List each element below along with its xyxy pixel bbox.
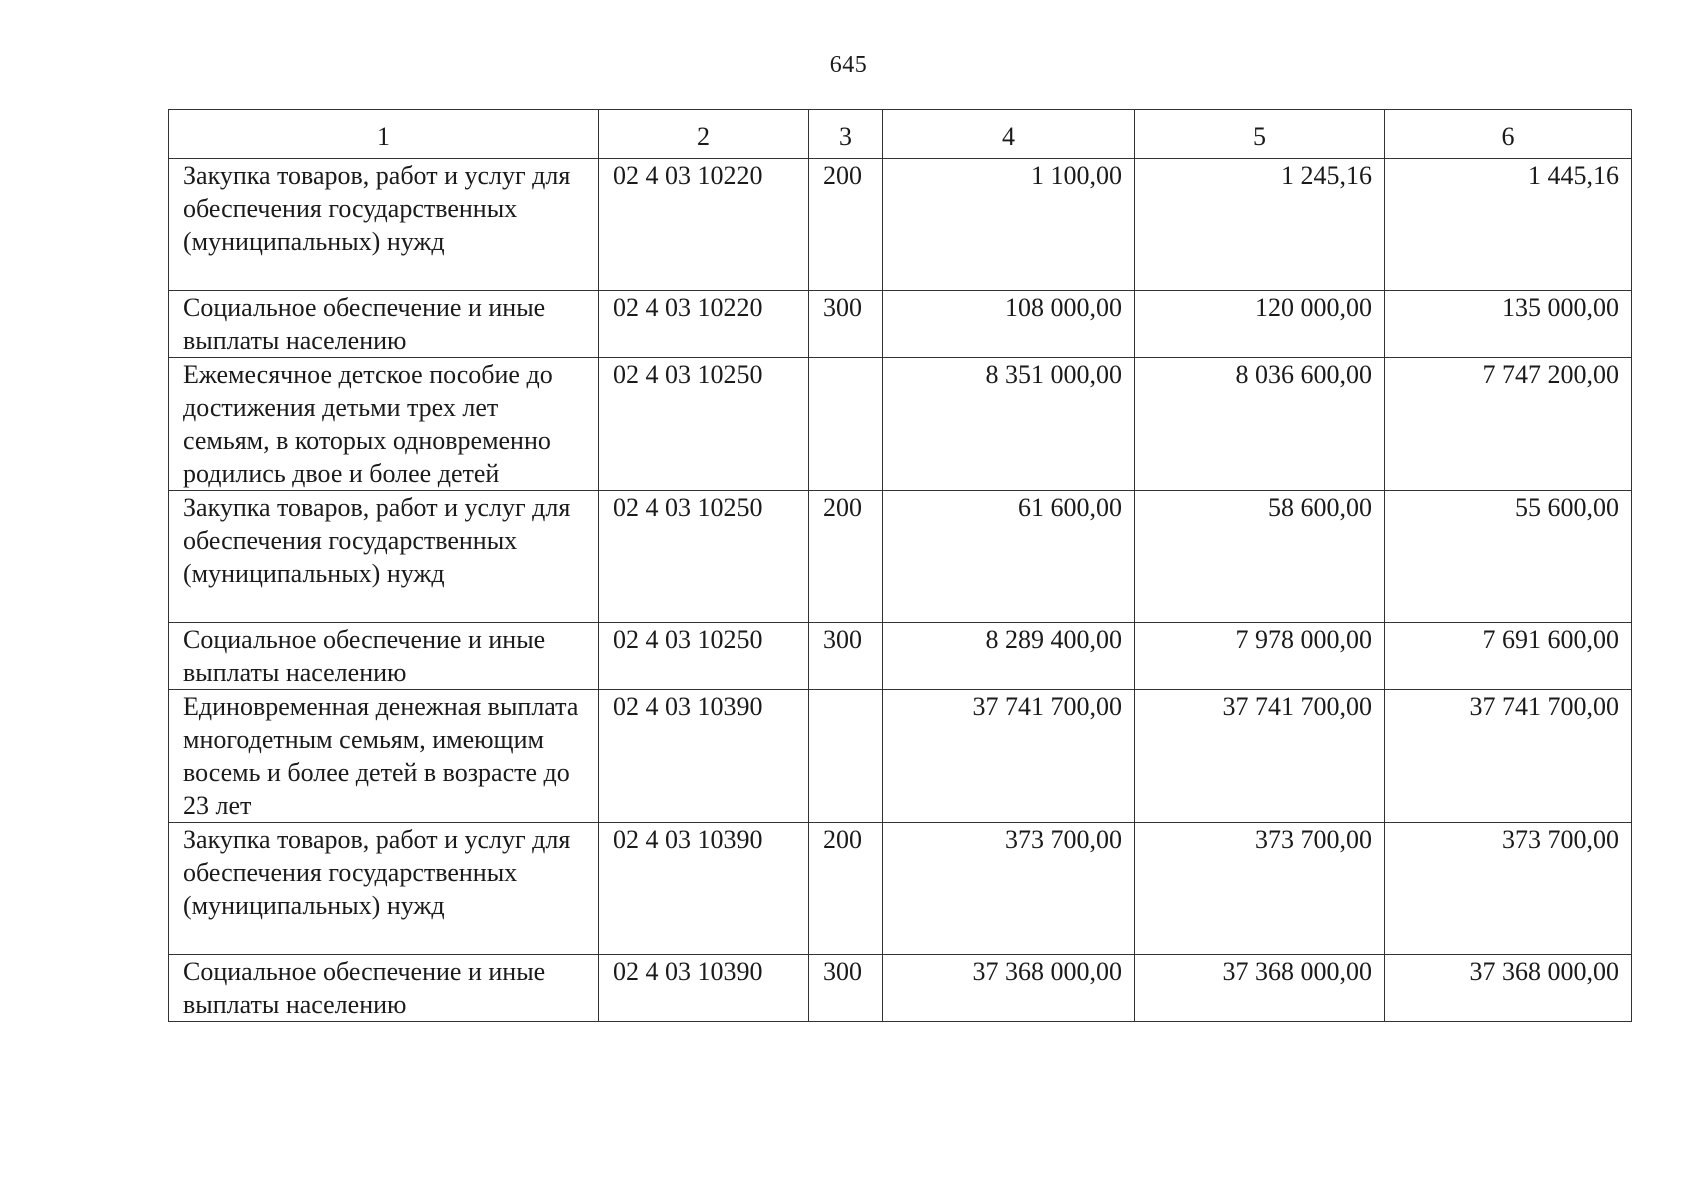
column-header: 1 xyxy=(169,110,599,159)
target-code-cell: 02 4 03 10250 xyxy=(599,491,809,623)
expense-type-cell: 300 xyxy=(809,291,883,358)
expense-name-cell: Закупка товаров, работ и услуг для обеспечения государственных (муниципальных) нужд xyxy=(169,491,599,623)
table-row xyxy=(169,623,1632,690)
expense-name-cell: Социальное обеспечение и иные выплаты населению xyxy=(169,623,599,690)
amount-col5-cell: 58 600,00 xyxy=(1135,491,1385,623)
expense-name-cell: Ежемесячное детское пособие до достижения детьми трех лет семьям, в которых одновременно родились двое и более детей xyxy=(169,358,599,491)
column-header: 4 xyxy=(883,110,1135,159)
table-row xyxy=(169,159,1632,291)
expense-type-cell xyxy=(809,690,883,823)
expense-type-cell: 200 xyxy=(809,159,883,291)
amount-col4-cell: 1 100,00 xyxy=(883,159,1135,291)
expense-name-cell: Закупка товаров, работ и услуг для обеспечения государственных (муниципальных) нужд xyxy=(169,159,599,291)
table-row xyxy=(169,955,1632,1022)
column-header: 2 xyxy=(599,110,809,159)
budget-table xyxy=(168,109,1632,1022)
column-header: 3 xyxy=(809,110,883,159)
target-code-cell: 02 4 03 10390 xyxy=(599,955,809,1022)
table-row xyxy=(169,823,1632,955)
amount-col4-cell: 108 000,00 xyxy=(883,291,1135,358)
expense-name-cell: Социальное обеспечение и иные выплаты населению xyxy=(169,955,599,1022)
amount-col5-cell: 1 245,16 xyxy=(1135,159,1385,291)
expense-type-cell xyxy=(809,358,883,491)
amount-col6-cell: 1 445,16 xyxy=(1385,159,1632,291)
page-number: 645 xyxy=(829,52,868,78)
table-row xyxy=(169,690,1632,823)
amount-col6-cell: 373 700,00 xyxy=(1385,823,1632,955)
amount-col6-cell: 7 747 200,00 xyxy=(1385,358,1632,491)
amount-col6-cell: 37 368 000,00 xyxy=(1385,955,1632,1022)
target-code-cell: 02 4 03 10220 xyxy=(599,159,809,291)
amount-col5-cell: 120 000,00 xyxy=(1135,291,1385,358)
amount-col4-cell: 61 600,00 xyxy=(883,491,1135,623)
amount-col6-cell: 7 691 600,00 xyxy=(1385,623,1632,690)
target-code-cell: 02 4 03 10390 xyxy=(599,690,809,823)
column-header: 5 xyxy=(1135,110,1385,159)
target-code-cell: 02 4 03 10220 xyxy=(599,291,809,358)
amount-col6-cell: 55 600,00 xyxy=(1385,491,1632,623)
amount-col5-cell: 37 368 000,00 xyxy=(1135,955,1385,1022)
expense-type-cell: 300 xyxy=(809,623,883,690)
table-row xyxy=(169,491,1632,623)
target-code-cell: 02 4 03 10250 xyxy=(599,623,809,690)
amount-col4-cell: 373 700,00 xyxy=(883,823,1135,955)
amount-col6-cell: 37 741 700,00 xyxy=(1385,690,1632,823)
table-row xyxy=(169,358,1632,491)
amount-col5-cell: 37 741 700,00 xyxy=(1135,690,1385,823)
column-header: 6 xyxy=(1385,110,1632,159)
amount-col6-cell: 135 000,00 xyxy=(1385,291,1632,358)
amount-col5-cell: 7 978 000,00 xyxy=(1135,623,1385,690)
amount-col4-cell: 8 351 000,00 xyxy=(883,358,1135,491)
expense-type-cell: 200 xyxy=(809,823,883,955)
amount-col4-cell: 37 368 000,00 xyxy=(883,955,1135,1022)
expense-type-cell: 200 xyxy=(809,491,883,623)
expense-name-cell: Единовременная денежная выплата многодетным семьям, имеющим восемь и более детей в возрасте до 23 лет xyxy=(169,690,599,823)
target-code-cell: 02 4 03 10250 xyxy=(599,358,809,491)
target-code-cell: 02 4 03 10390 xyxy=(599,823,809,955)
amount-col4-cell: 8 289 400,00 xyxy=(883,623,1135,690)
expense-type-cell: 300 xyxy=(809,955,883,1022)
table-row xyxy=(169,291,1632,358)
amount-col5-cell: 8 036 600,00 xyxy=(1135,358,1385,491)
expense-name-cell: Закупка товаров, работ и услуг для обеспечения государственных (муниципальных) нужд xyxy=(169,823,599,955)
expense-name-cell: Социальное обеспечение и иные выплаты населению xyxy=(169,291,599,358)
amount-col4-cell: 37 741 700,00 xyxy=(883,690,1135,823)
table-header-row xyxy=(169,110,1632,159)
amount-col5-cell: 373 700,00 xyxy=(1135,823,1385,955)
